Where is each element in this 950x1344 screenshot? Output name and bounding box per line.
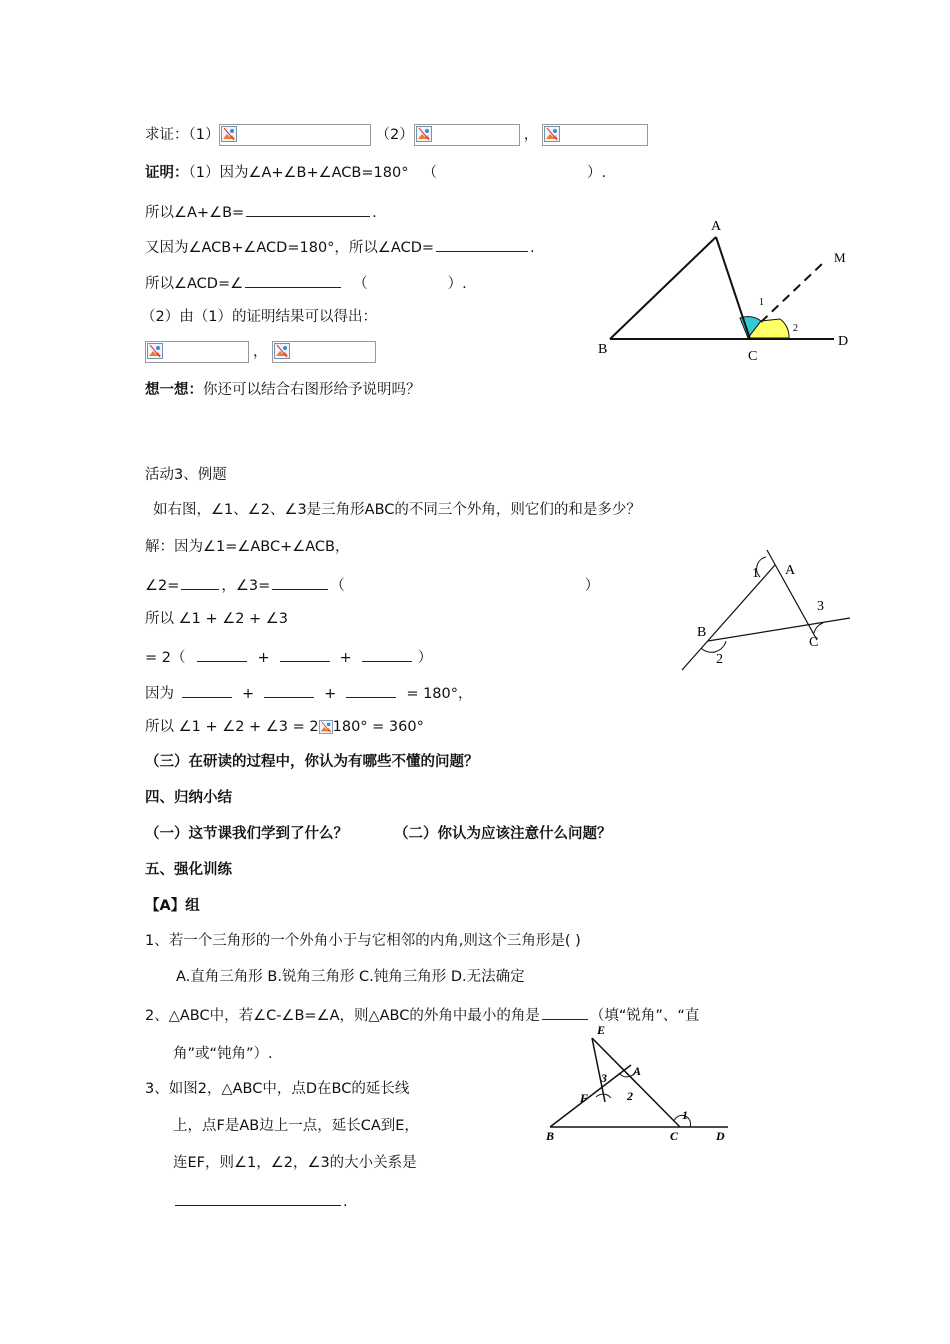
blank [542,1003,588,1020]
question-3-line-1: 3、如图2，△ABC中，点D在BC的延长线 [145,1081,410,1097]
proof-step-2: 所以∠A+∠B= [145,205,245,221]
broken-image-icon [416,126,432,142]
blank [436,235,528,252]
blank [264,681,314,698]
question-3-line-2: 上，点F是AB边上一点，延长CA到E， [173,1118,419,1134]
sol5-part-b: = 180°， [406,686,473,702]
label-D: D [716,1129,725,1143]
plus: + [324,686,337,702]
zhengming-line [145,163,606,183]
section-three-heading: （三）在研读的过程中，你认为有哪些不懂的问题？ [145,754,479,770]
summary-line [145,824,612,844]
angle-1-label: 1 [752,566,759,581]
qiuzheng-line [145,124,648,146]
formula-image-box [414,124,520,146]
figure-2-triangle [540,1022,750,1147]
label-B: B [546,1129,555,1143]
formula-image-box [272,341,376,363]
proof-step-4: 所以∠ACD=∠ [145,276,244,292]
question-3-line-3: 连EF，则∠1，∠2，∠3的大小关系是 [173,1155,417,1171]
question-2-text: 2、△ABC中，若∠C-∠B=∠A，则△ABC的外角中最小的角是 [145,1008,540,1024]
comma: ， [523,127,539,143]
sol2-part-b: ，∠3= [221,578,271,594]
label-C: C [748,349,758,364]
zhengming-label: 证明： [145,165,189,181]
summary-item-2: （二）你认为应该注意什么问题？ [394,826,612,842]
question-2-hint: （填“锐角”、“直 [589,1008,700,1024]
angle-3-label: 3 [601,1071,607,1085]
paren-close: ）. [586,165,607,181]
blank [175,1189,341,1206]
sol4-part-b: ） [417,650,433,666]
proof-step-2-line [145,200,377,223]
plus: + [339,650,352,666]
broken-image-icon [274,343,290,359]
question-1: 1、若一个三角形的一个外角小于与它相邻的内角,则这个三角形是( ) [145,933,581,949]
broken-image-icon [544,126,560,142]
paren-open: （ [353,276,368,292]
sol5-part-a: 因为 [145,686,174,702]
period: . [530,240,535,256]
part1-label: （1） [188,127,220,143]
blank [272,573,328,590]
blank [182,681,232,698]
paren-open: （ [330,578,345,594]
paren-close: ）. [447,276,467,292]
think-line [145,380,421,400]
blank [197,645,247,662]
label-M: M [834,250,846,265]
figure-three-exterior-angles [670,545,860,675]
period: . [372,205,377,221]
group-a-heading: 【A】组 [145,898,200,914]
label-E: E [597,1023,606,1037]
activity3-question: 如右图，∠1、∠2、∠3是三角形ABC的不同三个外角，则它们的和是多少？ [153,502,641,518]
think-text: 你还可以结合右图形给予说明吗？ [203,382,421,398]
blank [245,271,341,288]
label-A: A [633,1064,642,1078]
solution-line-5 [145,681,473,704]
label-D: D [838,334,849,349]
activity3-title: 活动3、例题 [145,467,227,483]
label-A: A [711,219,722,234]
blank [181,573,219,590]
plus: + [242,686,255,702]
question-3-line-4 [173,1189,348,1212]
part2-label: （2） [375,127,414,143]
section-five-heading: 五、强化训练 [145,862,232,878]
proof-step-3-line [145,235,535,258]
sol6-part-a: 所以 ∠1 + ∠2 + ∠3 = 2 [145,719,319,735]
label-C: C [670,1129,679,1143]
proof-part2-line [141,307,377,327]
angle-3-label: 3 [817,599,824,614]
solution-line-2 [145,573,599,596]
blank [246,200,370,217]
formula-image-box [145,341,249,363]
broken-image-icon [221,126,237,142]
blank [362,645,412,662]
paren-open: （ [422,165,437,181]
label-A: A [785,563,796,578]
angle-2-label: 2 [627,1089,633,1103]
plus: + [257,650,270,666]
comma: ， [253,344,268,360]
figure-exterior-angle [590,215,860,365]
solution-line-6 [145,717,424,737]
blank [280,645,330,662]
formula-image-box [542,124,648,146]
summary-item-1: （一）这节课我们学到了什么？ [145,826,348,842]
proof-step-3: 又因为∠ACB+∠ACD=180°，所以∠ACD= [145,240,435,256]
solution-line-1: 解：因为∠1=∠ABC+∠ACB， [145,539,350,555]
label-F: F [580,1091,589,1105]
result-boxes-line [145,341,376,363]
blank [346,681,396,698]
label-B: B [697,625,707,640]
period: . [343,1194,348,1210]
broken-image-icon [319,720,333,734]
sol4-part-a: = 2（ [145,650,186,666]
qiuzheng-label: 求证： [145,127,189,143]
angle-2-label: 2 [716,652,723,667]
proof-step-4-line [145,271,467,294]
label-C: C [809,635,819,650]
broken-image-icon [147,343,163,359]
paren-close: ） [584,578,600,594]
question-2-line-2: 角”或“钝角”）. [173,1046,273,1062]
sol2-part-a: ∠2= [145,578,180,594]
section-four-heading: 四、归纳小结 [145,790,232,806]
solution-line-3: 所以 ∠1 + ∠2 + ∠3 [145,611,289,627]
solution-line-4 [145,645,432,668]
angle-1-label: 1 [682,1108,688,1122]
angle-1-label: 1 [759,297,764,308]
label-B: B [598,342,608,357]
proof-part2-text: （2）由（1）的证明结果可以得出： [141,309,377,325]
proof-step-1: （1）因为∠A+∠B+∠ACB=180° [188,165,409,181]
angle-2-label: 2 [793,323,798,334]
sol6-part-b: 180° = 360° [332,719,424,735]
formula-image-box [219,124,371,146]
question-1-options: A.直角三角形 B.锐角三角形 C.钝角三角形 D.无法确定 [176,969,525,985]
think-label: 想一想： [145,382,203,398]
